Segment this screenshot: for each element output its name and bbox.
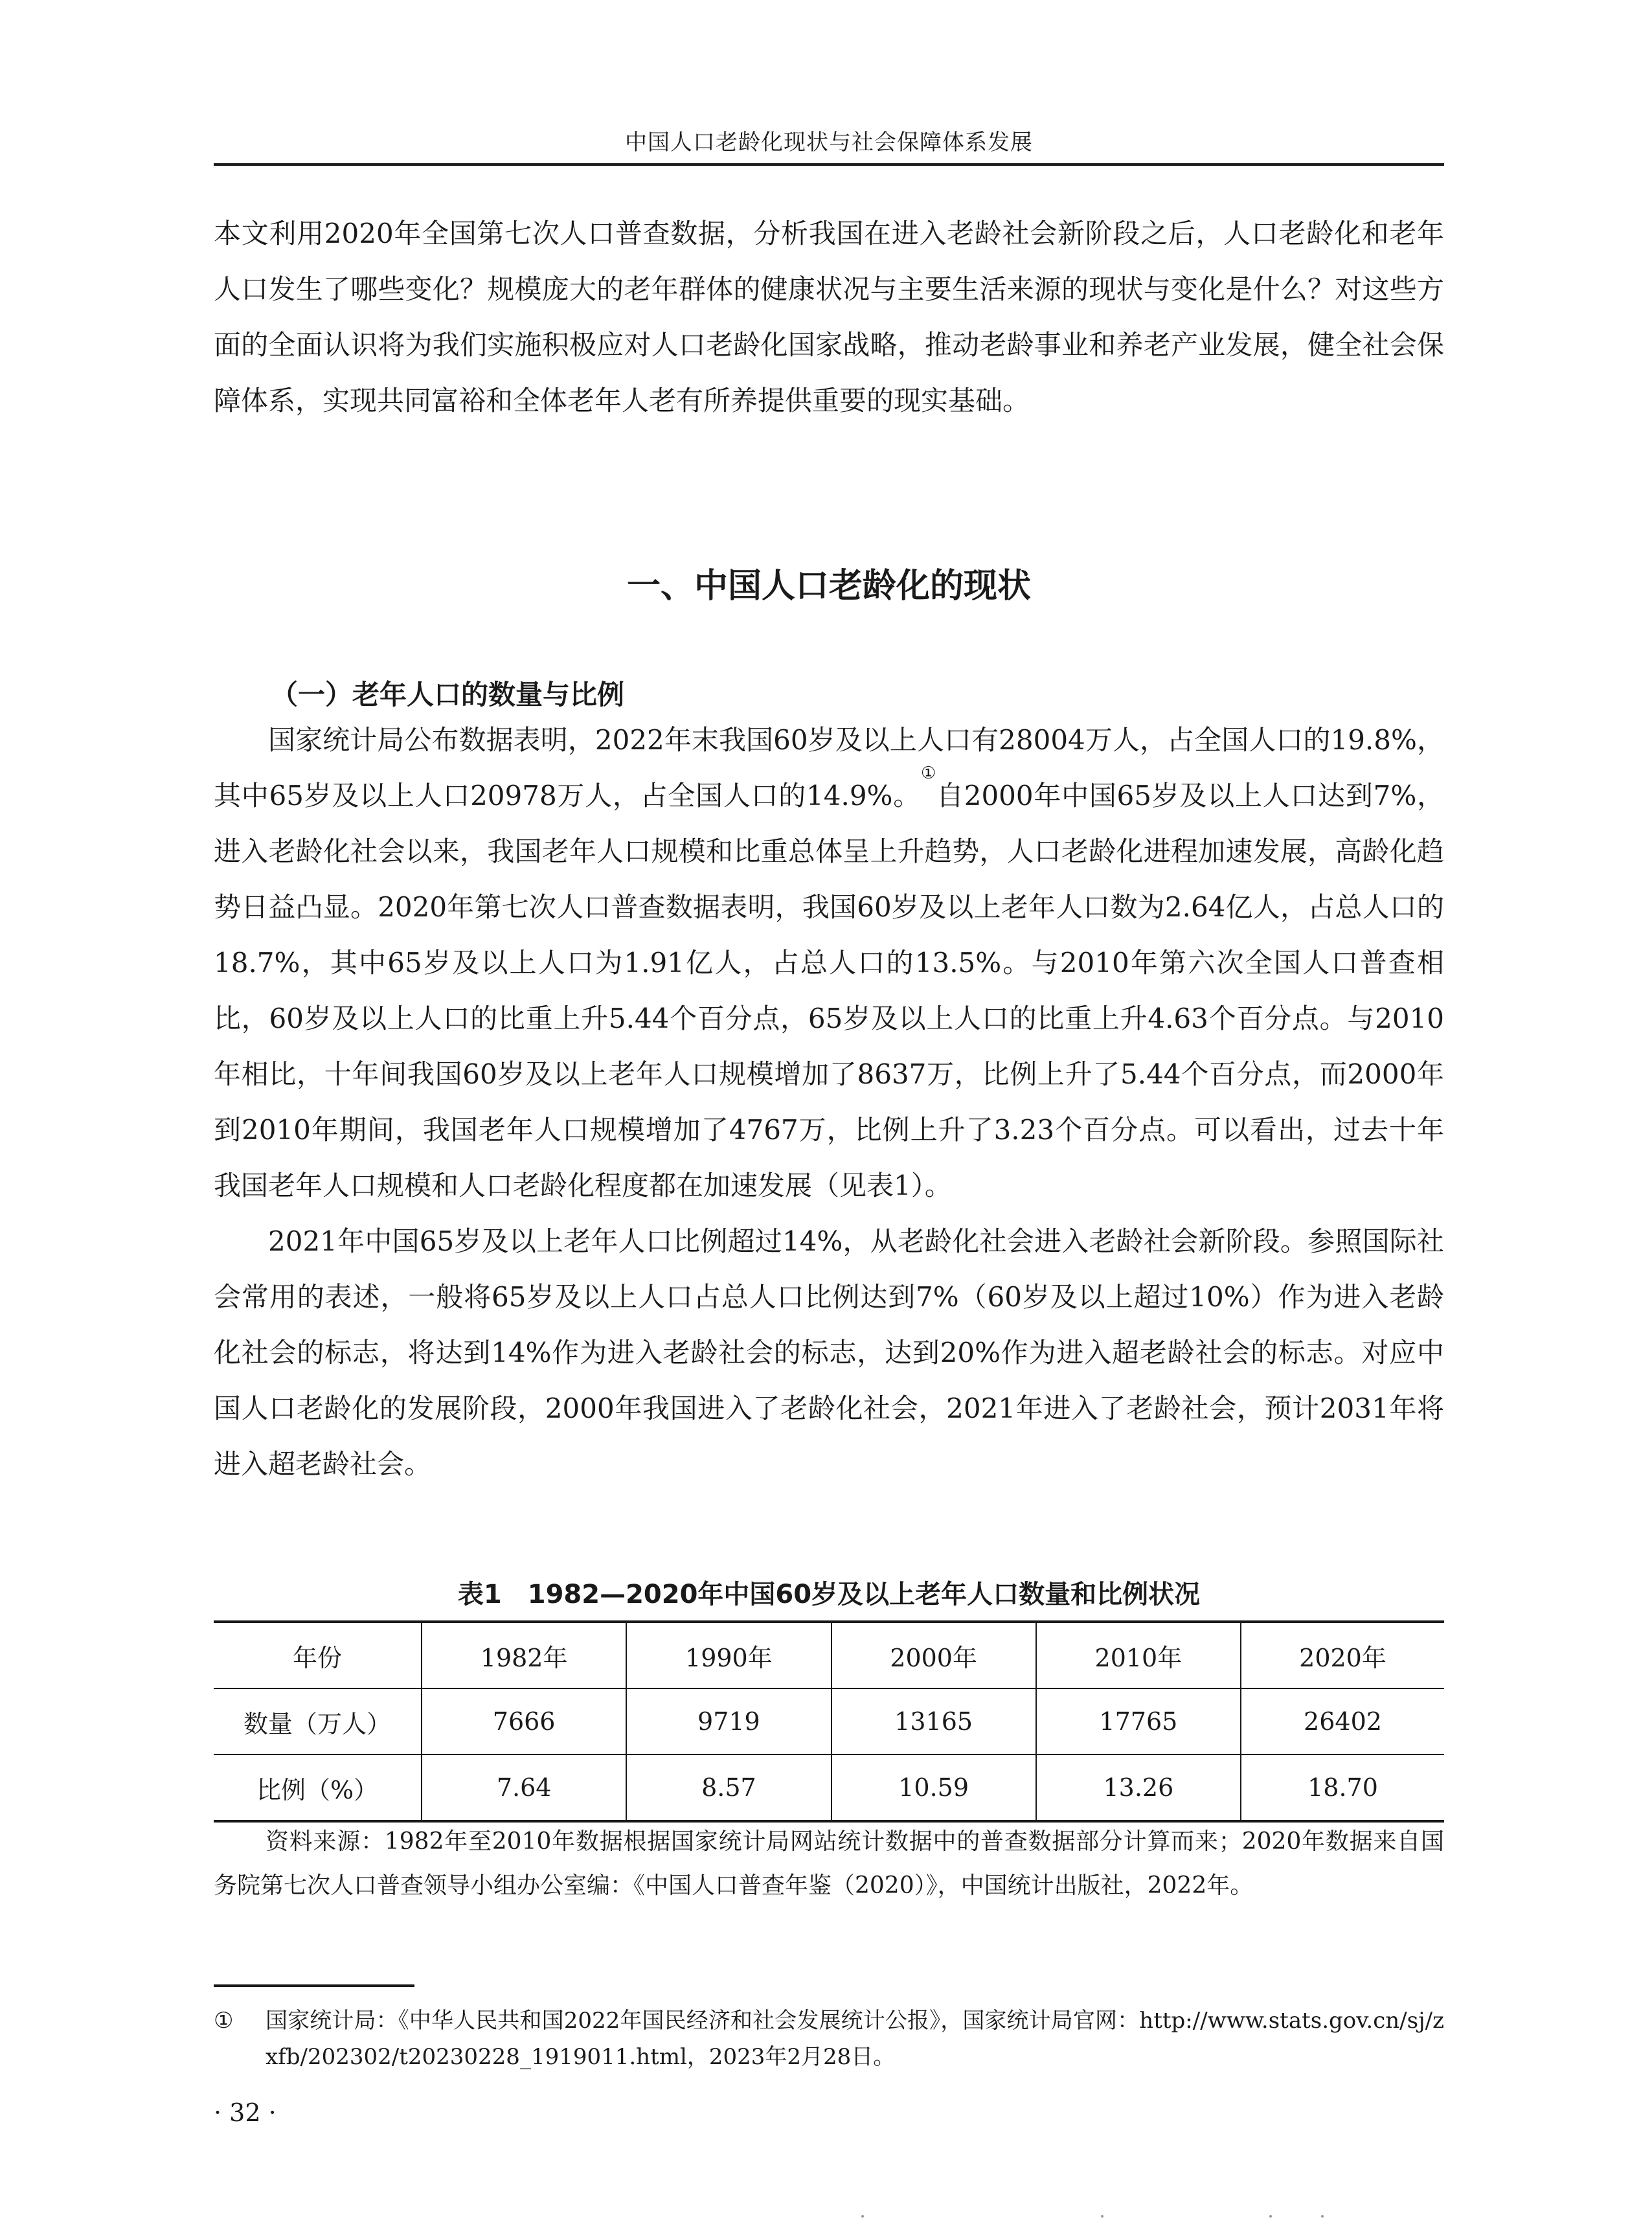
header-cell: 1990年: [626, 1622, 831, 1688]
table-cell: 10.59: [832, 1755, 1036, 1821]
table-cell: 7666: [422, 1688, 626, 1755]
page-number: · 32 ·: [214, 2098, 277, 2127]
table-row: [214, 1755, 1444, 1821]
row-label: 数量（万人）: [214, 1688, 422, 1755]
table-cell: 18.70: [1241, 1755, 1444, 1821]
section-title: 一、中国人口老龄化的现状: [626, 567, 1031, 606]
table-cell: 13165: [832, 1688, 1036, 1755]
paragraph-1-part-b: 自2000年中国65岁及以上人口达到7%，进入老龄化社会以来，我国老年人口规模和比重总体呈上升趋势，人口老龄化进程加速发展，高龄化趋势日益凸显。2020年第七次人口普查数据表明，我国60岁及以上老年人口数为2.64亿人，占总人口的18.7%，其中65岁及以上人口为1.91亿人，占总人口的13.5%。与2010年第六次全国人口普查相比，60岁及以上人口的比重上升5.44个百分点，65岁及以上人口的比重上升4.63个百分点。与2010年相比，十年间我国60岁及以上老年人口规模增加了8637万，比例上升了5.44个百分点，而2000年到2010年期间，我国老年人口规模增加了4767万，比例上升了3.23个百分点。可以看出，过去十年我国老年人口规模和人口老龄化程度都在加速发展（见表1）。: [214, 780, 1444, 1201]
footnote-text: 国家统计局：《中华人民共和国2022年国民经济和社会发展统计公报》，国家统计局官网：http://www.stats.gov.cn/sj/zxfb/202302/t20230228_1919011.html，2023年2月28日。: [266, 2008, 1444, 2070]
table-cell: 26402: [1241, 1688, 1444, 1755]
table-cell: 13.26: [1036, 1755, 1241, 1821]
table-cell: 17765: [1036, 1688, 1241, 1755]
header-cell: 2000年: [832, 1622, 1036, 1688]
paragraph-1: [214, 712, 1444, 1214]
paragraph-2: 2021年中国65岁及以上老年人口比例超过14%，从老龄化社会进入老龄社会新阶段。参照国际社会常用的表述，一般将65岁及以上人口占总人口比例达到7%（60岁及以上超过10%）作为进入老龄化社会的标志，将达到14%作为进入老龄社会的标志，达到20%作为进入超老龄社会的标志。对应中国人口老龄化的发展阶段，2000年我国进入了老龄化社会，2021年进入了老龄社会，预计2031年将进入超老龄社会。: [214, 1225, 1444, 1480]
running-head: 中国人口老龄化现状与社会保障体系发展: [625, 130, 1033, 155]
paragraph-1-part-a: 国家统计局公布数据表明，2022年末我国60岁及以上人口有28004万人，占全国人口的19.8%，其中65岁及以上人口20978万人，占全国人口的14.9%。: [214, 724, 1444, 812]
header-cell: 年份: [214, 1622, 422, 1688]
scan-speck: [1269, 2215, 1272, 2218]
footnote: [214, 2003, 1444, 2075]
table-source-note: [214, 1820, 1444, 1908]
footnote-mark: ①: [214, 2008, 234, 2034]
footnote-reference[interactable]: ①: [920, 764, 936, 783]
header-cell: 1982年: [422, 1622, 626, 1688]
table-header-row: [214, 1622, 1444, 1688]
header-rule: [214, 163, 1444, 166]
footnote-rule: [214, 1984, 414, 1987]
header-cell: 2010年: [1036, 1622, 1241, 1688]
row-label: 比例（%）: [214, 1755, 422, 1821]
header-cell: 2020年: [1241, 1622, 1444, 1688]
scan-speck: [1321, 2215, 1324, 2218]
source-note-text: 资料来源：1982年至2010年数据根据国家统计局网站统计数据中的普查数据部分计算而来；2020年数据来自国务院第七次人口普查领导小组办公室编：《中国人口普查年鉴（2020）》，中国统计出版社，2022年。: [214, 1828, 1444, 1899]
table-row: [214, 1688, 1444, 1755]
table-cell: 9719: [626, 1688, 831, 1755]
population-table: [214, 1620, 1444, 1823]
table-cell: 7.64: [422, 1755, 626, 1821]
table-cell: 8.57: [626, 1755, 831, 1821]
table-caption: 表1 1982—2020年中国60岁及以上老年人口数量和比例状况: [457, 1580, 1201, 1609]
scan-speck: [861, 2215, 864, 2218]
scan-speck: [1101, 2215, 1103, 2218]
main-body: [214, 712, 1444, 1492]
intro-block: [214, 206, 1444, 429]
intro-paragraph: 本文利用2020年全国第七次人口普查数据，分析我国在进入老龄社会新阶段之后，人口老龄化和老年人口发生了哪些变化？规模庞大的老年群体的健康状况与主要生活来源的现状与变化是什么？对这些方面的全面认识将为我们实施积极应对人口老龄化国家战略，推动老龄事业和养老产业发展，健全社会保障体系，实现共同富裕和全体老年人老有所养提供重要的现实基础。: [214, 218, 1444, 416]
subsection-title: （一）老年人口的数量与比例: [271, 679, 625, 710]
